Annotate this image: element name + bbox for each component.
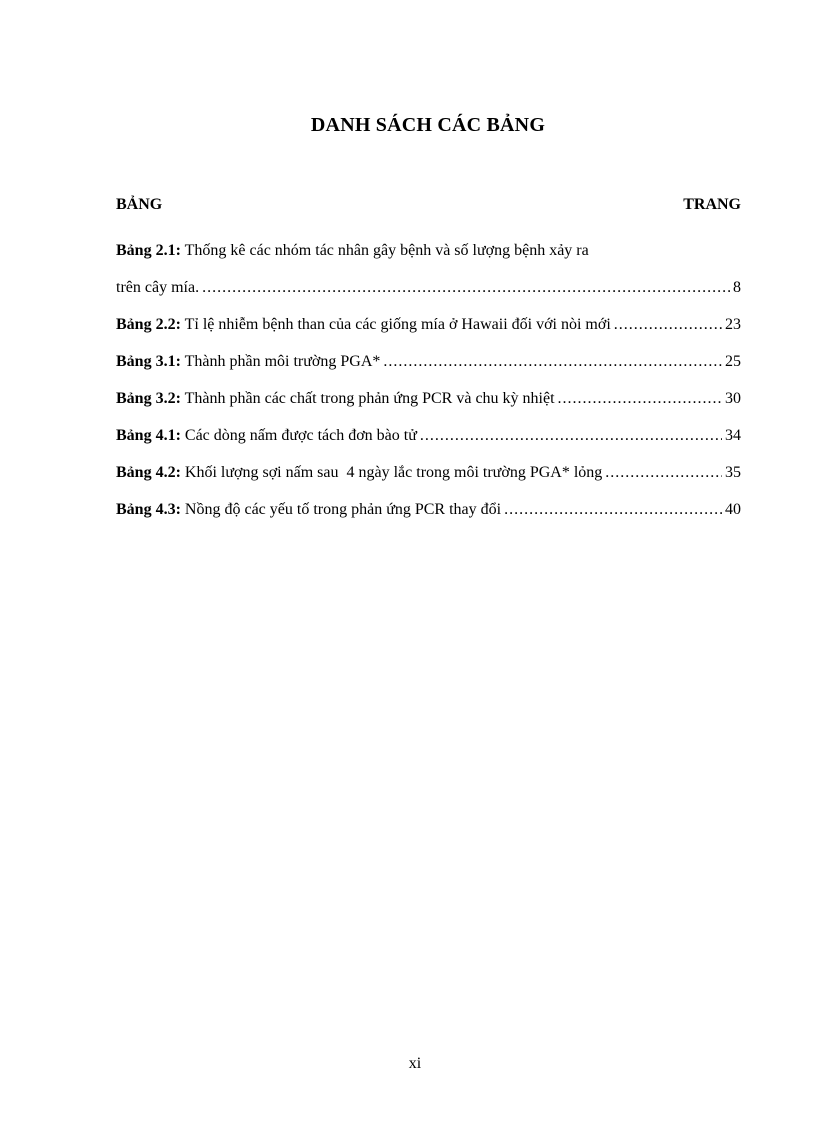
dot-leader: [558, 388, 722, 410]
column-header-row: [116, 196, 741, 214]
table-label: Bảng 2.2:: [116, 316, 181, 333]
table-caption-continuation: trên cây mía.: [116, 279, 200, 296]
page-title: DANH SÁCH CÁC BẢNG: [310, 114, 546, 136]
page-number-ref: 23: [725, 316, 741, 333]
dot-leader: [605, 462, 722, 484]
list-item-line: [116, 388, 741, 410]
table-caption: Khối lượng sợi nấm sau 4 ngày lắc trong môi trường PGA* lỏng: [180, 464, 603, 481]
list-item: [116, 351, 741, 373]
table-list: [116, 240, 741, 536]
list-item-line: [116, 314, 741, 336]
page-number-ref: 8: [733, 279, 741, 296]
dot-leader: [504, 499, 722, 521]
list-item: [116, 314, 741, 336]
page-number-ref: 40: [725, 501, 741, 518]
page-number: xi: [408, 1055, 422, 1072]
list-item-line: [116, 462, 741, 484]
dot-leader: [202, 277, 730, 299]
table-label: Bảng 3.2:: [116, 390, 181, 407]
page-number-ref: 35: [725, 464, 741, 481]
dot-leader: [383, 351, 722, 373]
table-label: Bảng 3.1:: [116, 353, 181, 370]
table-caption: Tỉ lệ nhiễm bệnh than của các giống mía ở Hawaii đối với nòi mới: [180, 316, 611, 333]
list-item-continuation-line: [116, 277, 741, 299]
list-item: [116, 462, 741, 484]
table-caption: Thành phần các chất trong phản ứng PCR và chu kỳ nhiệt: [180, 390, 555, 407]
list-item: [116, 425, 741, 447]
table-label: Bảng 4.1:: [116, 427, 181, 444]
column-header-table: BẢNG: [116, 196, 163, 213]
table-caption: Các dòng nấm được tách đơn bào tử: [180, 427, 417, 444]
table-label: Bảng 4.3:: [116, 501, 181, 518]
table-caption: Nồng độ các yếu tố trong phản ứng PCR thay đổi: [180, 501, 502, 518]
table-label: Bảng 4.2:: [116, 464, 181, 481]
dot-leader: [420, 425, 722, 447]
table-label: Bảng 2.1:: [116, 242, 181, 259]
list-item: [116, 240, 741, 299]
list-item-line: [116, 425, 741, 447]
list-item-line: [116, 351, 741, 373]
page-number-ref: 25: [725, 353, 741, 370]
page-number-ref: 34: [725, 427, 741, 444]
dot-leader: [614, 314, 722, 336]
list-item-line: [116, 499, 741, 521]
list-item-first-line: [116, 240, 741, 262]
page-number-ref: 30: [725, 390, 741, 407]
list-item: [116, 499, 741, 521]
column-header-page: TRANG: [683, 196, 741, 213]
table-caption: Thống kê các nhóm tác nhân gây bệnh và số lượng bệnh xảy ra: [180, 242, 589, 259]
table-caption: Thành phần môi trường PGA*: [180, 353, 381, 370]
list-item: [116, 388, 741, 410]
